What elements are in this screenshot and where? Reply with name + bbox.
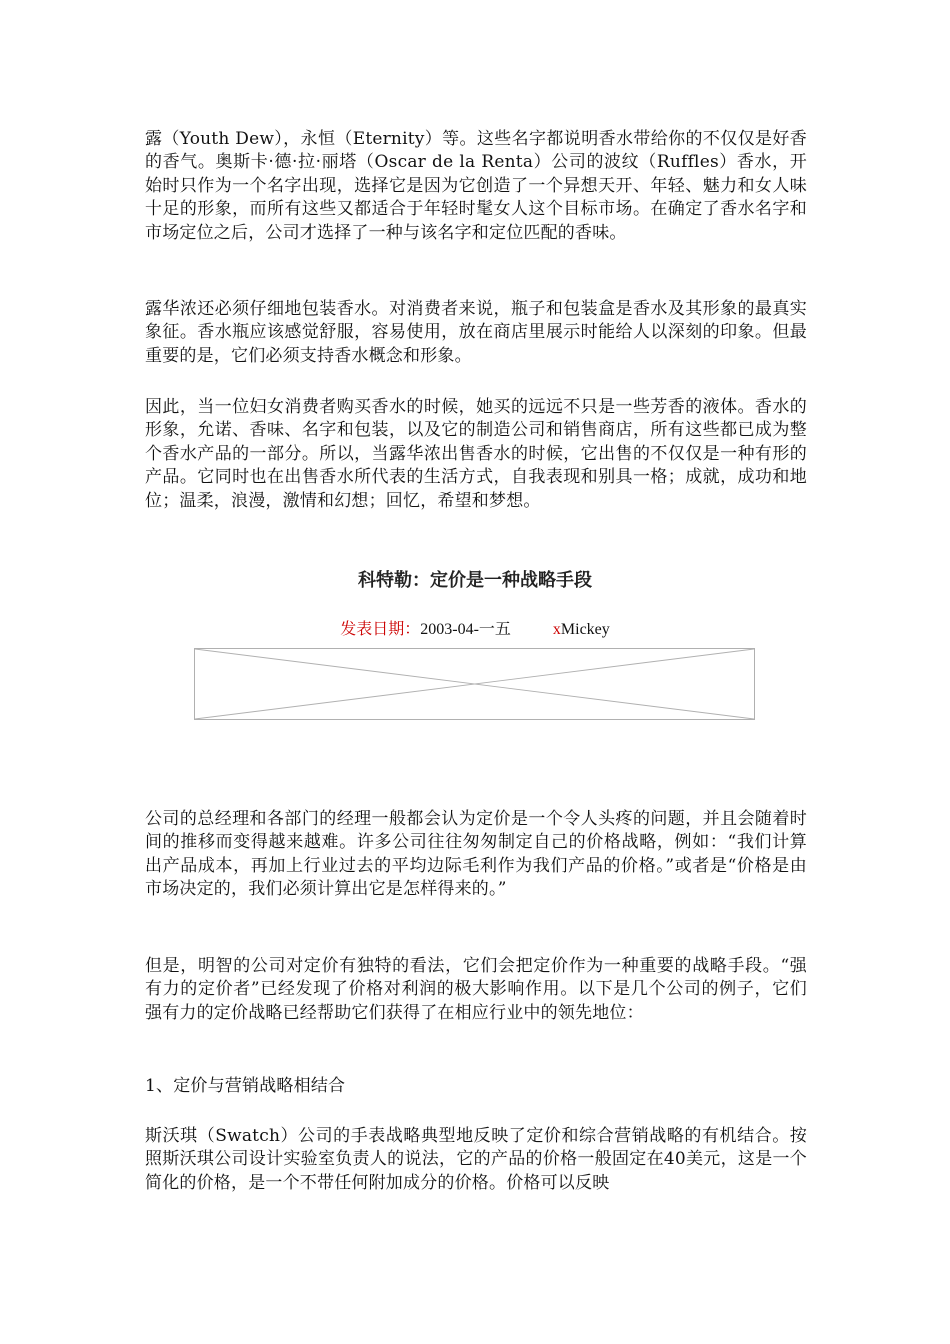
paragraph-smart-companies: 但是，明智的公司对定价有独特的看法，它们会把定价作为一种重要的战略手段。“强有力的定价者”已经发现了价格对利润的极大影响作用。以下是几个公司的例子，它们强有力的定价战略已经帮助它们获得了在相应行业中的领先地位： [145,956,807,1023]
author-name: Mickey [560,621,610,638]
paragraph-swatch: 斯沃琪（Swatch）公司的手表战略典型地反映了定价和综合营销战略的有机结合。按照斯沃琪公司设计实验室负责人的说法，它的产品的价格一般固定在40美元，这是一个简化的价格，是一个不带任何附加成分的价格。价格可以反映 [145,1126,807,1193]
article-meta [0,616,950,639]
image-placeholder-cross-icon [195,649,754,719]
paragraph-perfume-image: 因此，当一位妇女消费者购买香水的时候，她买的远远不只是一些芳香的液体。香水的形象，允诺、香味、名字和包装，以及它的制造公司和销售商店，所有这些都已成为整个香水产品的一部分。所以，当露华浓出售香水的时候，它出售的不仅仅是一种有形的产品。它同时也在出售香水所代表的生活方式，自我表现和别具一格；成就，成功和地位；温柔，浪漫，激情和幻想；回忆，希望和梦想。 [145,397,807,511]
section-heading-pricing-marketing: 1、定价与营销战略相结合 [145,1076,346,1096]
paragraph-pricing-headache: 公司的总经理和各部门的经理一般都会认为定价是一个令人头疼的问题，并且会随着时间的推移而变得越来越难。许多公司往往匆匆制定自己的价格战略，例如：“我们计算出产品成本，再加上行业过去的平均边际毛利作为我们产品的价格。”或者是“价格是由市场决定的，我们必须计算出它是怎样得来的。” [145,809,807,900]
publish-date: 2003-04-一五 [420,621,511,638]
article-title: 科特勒：定价是一种战略手段 [358,570,592,590]
publish-date-label: 发表日期： [340,621,421,638]
author-prefix: x [552,621,561,638]
paragraph-perfume-names: 露（Youth Dew），永恒（Eternity）等。这些名字都说明香水带给你的不仅仅是好香的香气。奥斯卡·德·拉·丽塔（Oscar de la Renta）公司的波纹（Ruffles）香水，开始时只作为一个名字出现，选择它是因为它创造了一个异想天开、年轻、魅力和女人味十足的形象，而所有这些又都适合于年轻时髦女人这个目标市场。在确定了香水名字和市场定位之后，公司才选择了一种与该名字和定位匹配的香味。 [145,129,807,243]
paragraph-packaging: 露华浓还必须仔细地包装香水。对消费者来说，瓶子和包装盒是香水及其形象的最真实象征。香水瓶应该感觉舒服，容易使用，放在商店里展示时能给人以深刻的印象。但最重要的是，它们必须支持香水概念和形象。 [145,299,807,366]
broken-image-placeholder [194,648,755,720]
